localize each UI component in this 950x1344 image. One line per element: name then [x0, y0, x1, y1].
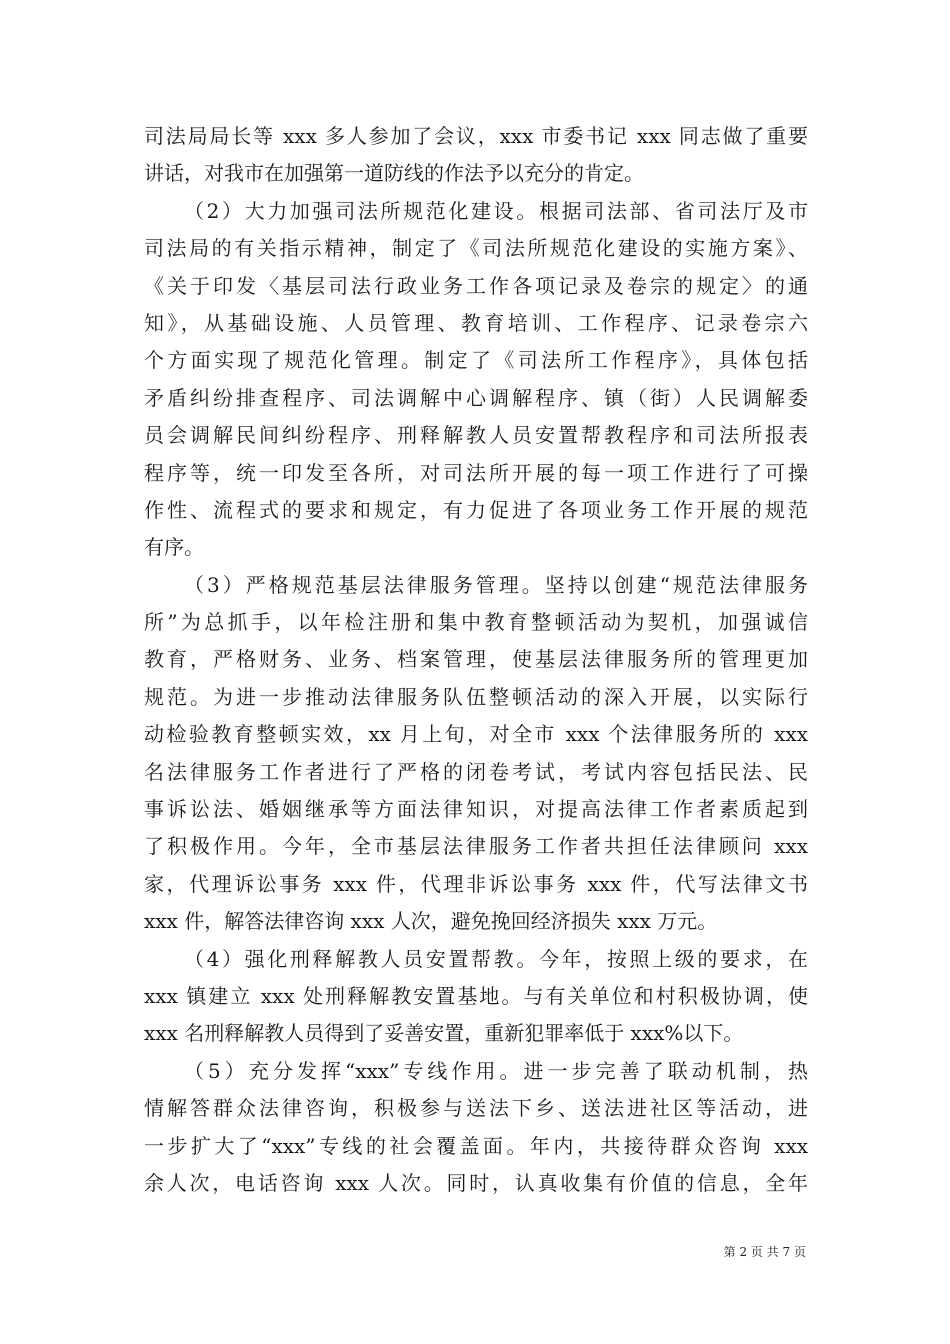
page-number-footer: 第 2 页 共 7 页: [723, 1245, 806, 1259]
text-line: 规范。为进一步推动法律服务队伍整顿活动的深入开展，以实际行: [144, 684, 808, 709]
text-line: 司法局的有关指示精神，制定了《司法所规范化建设的实施方案》、: [144, 236, 808, 261]
text-line: 员会调解民间纠纷程序、刑释解教人员安置帮教程序和司法所报表: [144, 423, 808, 448]
text-line: 余人次，电话咨询 xxx 人次。同时，认真收集有价值的信息，全年: [144, 1170, 808, 1195]
text-line: 司法局局长等 xxx 多人参加了会议，xxx 市委书记 xxx 同志做了重要: [144, 124, 808, 148]
text-line: xxx 名刑释解教人员得到了妥善安置，重新犯罪率低于 xxx%以下。: [144, 1021, 744, 1046]
text-line: 家，代理诉讼事务 xxx 件，代理非诉讼事务 xxx 件，代写法律文书: [144, 871, 808, 896]
text-line: 作性、流程式的要求和规定，有力促进了各项业务工作开展的规范: [144, 497, 808, 522]
text-line: 名法律服务工作者进行了严格的闭卷考试，考试内容包括民法、民: [144, 759, 808, 784]
text-line: 教育，严格财务、业务、档案管理，使基层法律服务所的管理更加: [144, 647, 808, 672]
text-line: 矛盾纠纷排查程序、司法调解中心调解程序、镇（街）人民调解委: [144, 385, 808, 410]
body-text: [144, 118, 808, 1202]
text-line: 《关于印发〈基层司法行政业务工作各项记录及卷宗的规定〉的通: [144, 273, 808, 298]
text-line: xxx 镇建立 xxx 处刑释解教安置基地。与有关单位和村积极协调，使: [144, 983, 808, 1008]
text-line: 事诉讼法、婚姻继承等方面法律知识，对提高法律工作者素质起到: [144, 797, 808, 822]
text-line: 个方面实现了规范化管理。制定了《司法所工作程序》，具体包括: [144, 348, 808, 373]
text-line: 知》，从基础设施、人员管理、教育培训、工作程序、记录卷宗六: [144, 310, 808, 335]
paragraph-start-line: （3）严格规范基层法律服务管理。坚持以创建“规范法律服务: [184, 572, 808, 597]
text-line: 情解答群众法律咨询，积极参与送法下乡、送法进社区等活动，进: [144, 1096, 808, 1121]
text-line: 讲话，对我市在加强第一道防线的作法予以充分的肯定。: [144, 161, 644, 186]
text-line: 有序。: [144, 535, 204, 560]
text-line: xxx 件，解答法律咨询 xxx 人次，避免挽回经济损失 xxx 万元。: [144, 909, 718, 934]
text-line: 动检验教育整顿实效，xx 月上旬，对全市 xxx 个法律服务所的 xxx: [144, 722, 808, 747]
paragraph-start-line: （4）强化刑释解教人员安置帮教。今年，按照上级的要求，在: [184, 946, 808, 971]
text-line: 程序等，统一印发至各所，对司法所开展的每一项工作进行了可操: [144, 460, 808, 485]
paragraph-start-line: （5）充分发挥“xxx”专线作用。进一步完善了联动机制，热: [184, 1058, 808, 1083]
paragraph-start-line: （2）大力加强司法所规范化建设。根据司法部、省司法厅及市: [184, 198, 808, 223]
text-line: 了积极作用。今年，全市基层法律服务工作者共担任法律顾问 xxx: [144, 834, 808, 859]
text-line: 所”为总抓手，以年检注册和集中教育整顿活动为契机，加强诚信: [144, 610, 808, 635]
text-line: 一步扩大了“xxx”专线的社会覆盖面。年内，共接待群众咨询 xxx: [144, 1133, 808, 1158]
